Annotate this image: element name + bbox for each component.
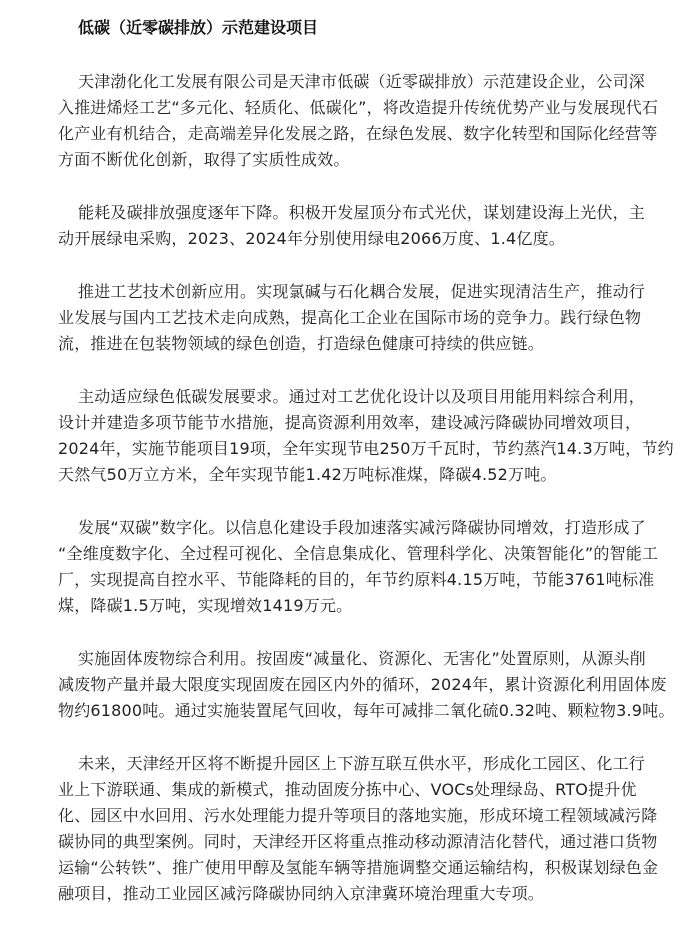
paragraph xyxy=(58,200,654,252)
paragraph-line: 实施固体废物综合利用。按固废“减量化、资源化、无害化”处置原则，从源头削 xyxy=(78,649,646,668)
paragraph-line: “全维度数字化、全过程可视化、全信息集成化、管理科学化、决策智能化”的智能工 xyxy=(58,544,659,563)
paragraph-line: 设计并建造多项节能节水措施，提高资源利用效率，建设减污降碳协同增效项目， xyxy=(58,413,642,432)
paragraph-line: 推进工艺技术创新应用。实现氯碱与石化耦合发展，促进实现清洁生产，推动行 xyxy=(78,282,646,301)
paragraph xyxy=(58,279,654,357)
paragraph-line: 煤，降碳1.5万吨，实现增效1419万元。 xyxy=(58,596,353,615)
paragraph xyxy=(58,69,659,173)
article-title: 低碳（近零碳排放）示范建设项目 xyxy=(78,18,319,37)
paragraph-line: 2024年，实施节能项目19项，全年实现节电250万千瓦时，节约蒸汽14.3万吨，节约 xyxy=(58,439,674,458)
article-body xyxy=(58,69,675,907)
paragraph-line: 业发展与国内工艺技术走向成熟，提高化工企业在国际市场的竞争力。践行绿色物 xyxy=(58,308,642,327)
paragraph-line: 化产业有机结合，走高端差异化发展之路，在绿色发展、数字化转型和国际化经营等 xyxy=(58,124,658,143)
paragraph-line: 天津渤化化工发展有限公司是天津市低碳（近零碳排放）示范建设企业，公司深 xyxy=(78,72,646,91)
paragraph xyxy=(58,384,674,488)
paragraph-line: 发展“双碳”数字化。以信息化建设手段加速落实减污降碳协同增效，打造形成了 xyxy=(78,518,646,537)
paragraph-line: 流，推进在包装物领域的绿色创造，打造绿色健康可持续的供应链。 xyxy=(58,334,545,353)
article xyxy=(58,15,675,934)
paragraph-line: 减废物产量并最大限度实现固废在园区内外的循环，2024年，累计资源化利用固体废 xyxy=(58,675,667,694)
paragraph-line: 方面不断优化创新，取得了实质性成效。 xyxy=(58,150,350,169)
paragraph-line: 物约61800吨。通过实施装置尾气回收，每年可减排二氧化硫0.32吨、颗粒物3.9吨。 xyxy=(58,701,675,720)
paragraph-line: 化、园区中水回用、污水处理能力提升等项目的落地实施，形成环境工程领域减污降 xyxy=(58,806,658,825)
paragraph xyxy=(58,751,659,907)
paragraph xyxy=(58,515,659,619)
paragraph-line: 主动适应绿色低碳发展要求。通过对工艺优化设计以及项目用能用料综合利用， xyxy=(78,387,646,406)
paragraph-line: 动开展绿电采购，2023、2024年分别使用绿电2066万度、1.4亿度。 xyxy=(58,229,566,248)
paragraph-line: 天然气50万立方米，全年实现节能1.42万吨标准煤，降碳4.52万吨。 xyxy=(58,465,557,484)
paragraph-line: 厂，实现提高自控水平、节能降耗的目的，年节约原料4.15万吨，节能3761吨标准 xyxy=(58,570,655,589)
paragraph-line: 运输“公转铁”、推广使用甲醇及氢能车辆等措施调整交通运输结构，积极谋划绿色金 xyxy=(58,858,659,877)
paragraph-line: 能耗及碳排放强度逐年下降。积极开发屋顶分布式光伏，谋划建设海上光伏，主 xyxy=(78,203,646,222)
paragraph xyxy=(58,646,675,724)
paragraph-line: 融项目，推动工业园区减污降碳协同纳入京津冀环境治理重大专项。 xyxy=(58,884,545,903)
paragraph-line: 碳协同的典型案例。同时，天津经开区将重点推动移动源清洁化替代，通过港口货物 xyxy=(58,832,658,851)
paragraph-line: 入推进烯烃工艺“多元化、轻质化、低碳化”，将改造提升传统优势产业与发展现代石 xyxy=(58,98,659,117)
paragraph-line: 未来，天津经开区将不断提升园区上下游互联互供水平，形成化工园区、化工行 xyxy=(78,754,646,773)
paragraph-line: 业上下游联通、集成的新模式，推动固废分拣中心、VOCs处理绿岛、RTO提升优 xyxy=(58,780,637,799)
